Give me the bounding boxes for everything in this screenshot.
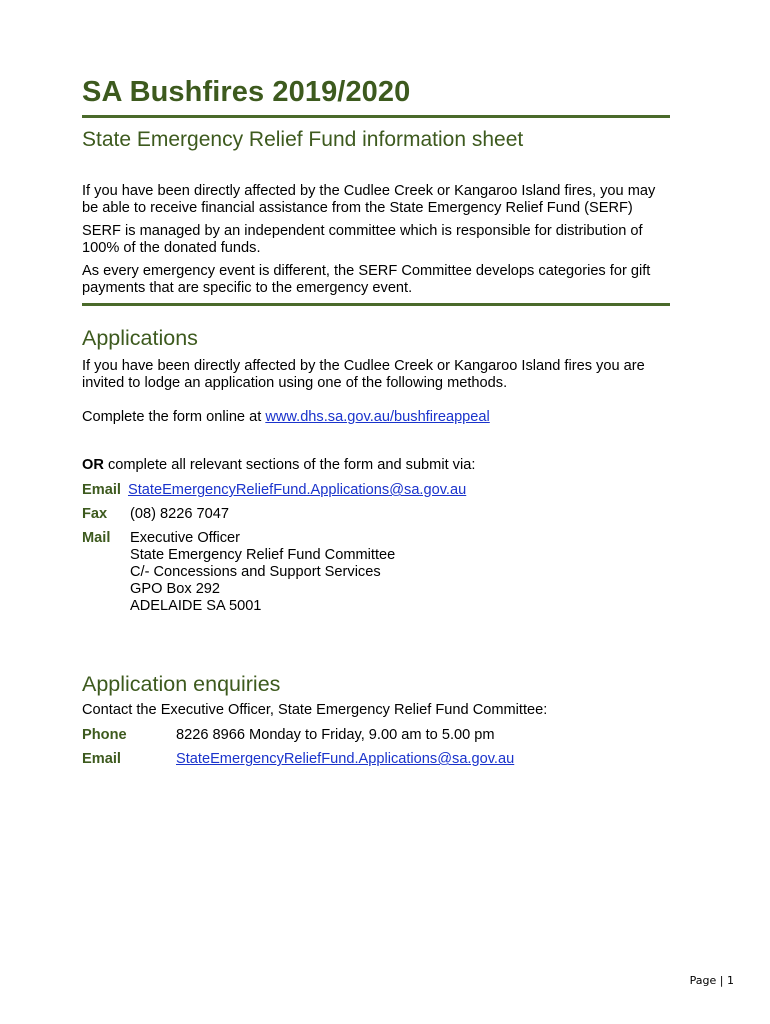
- applications-text: If you have been directly affected by the Cudlee Creek or Kangaroo Island fires you are invited to lodge an application using one of the following methods.: [82, 358, 645, 391]
- phone-value: 8226 8966 Monday to Friday, 9.00 am to 5.00 pm: [176, 727, 495, 743]
- mail-address: [130, 530, 395, 615]
- or-rest: complete all relevant sections of the form and submit via:: [103, 457, 476, 473]
- enquiries-phone-row: [82, 727, 670, 744]
- intro-paragraph: If you have been directly affected by the Cudlee Creek or Kangaroo Island fires, you may be able to receive financial assistance from the State Emergency Relief Fund (SERF): [82, 183, 656, 216]
- section-rule: [82, 303, 670, 306]
- address-line: ADELAIDE SA 5001: [130, 598, 262, 614]
- enquiries-text: Contact the Executive Officer, State Emergency Relief Fund Committee:: [82, 702, 548, 718]
- enquiries-heading: Application enquiries: [82, 672, 281, 696]
- mail-label: Mail: [82, 530, 111, 546]
- document-page: [82, 74, 670, 768]
- address-line: GPO Box 292: [130, 581, 221, 597]
- page-number: Page | 1: [689, 974, 734, 987]
- online-form-link[interactable]: www.dhs.sa.gov.au/bushfireappeal: [265, 409, 490, 425]
- address-line: C/- Concessions and Support Services: [130, 564, 381, 580]
- online-prefix: Complete the form online at: [82, 409, 266, 425]
- application-mail-row: [82, 530, 670, 615]
- intro-section: [82, 183, 670, 297]
- or-line: [82, 457, 670, 474]
- intro-paragraph: SERF is managed by an independent committee which is responsible for distribution of 100% of the donated funds.: [82, 223, 643, 256]
- enquiries-email-row: [82, 751, 670, 768]
- application-email-link[interactable]: StateEmergencyReliefFund.Applications@sa.gov.au: [128, 482, 467, 498]
- applications-heading: Applications: [82, 326, 198, 350]
- or-bold: OR: [82, 457, 104, 473]
- enquiries-email-link[interactable]: StateEmergencyReliefFund.Applications@sa.gov.au: [176, 751, 515, 767]
- page-subtitle: State Emergency Relief Fund information sheet: [82, 128, 524, 151]
- email-label: Email: [82, 751, 121, 767]
- intro-paragraph: As every emergency event is different, the SERF Committee develops categories for gift payments that are specific to the emergency event.: [82, 263, 651, 296]
- fax-label: Fax: [82, 506, 108, 522]
- address-line: Executive Officer: [130, 530, 241, 546]
- application-email-row: [82, 482, 670, 499]
- online-form-line: [82, 409, 670, 426]
- email-label: Email: [82, 482, 121, 498]
- address-line: State Emergency Relief Fund Committee: [130, 547, 396, 563]
- phone-label: Phone: [82, 727, 127, 743]
- fax-value: (08) 8226 7047: [130, 506, 229, 522]
- application-fax-row: [82, 506, 670, 523]
- page-title: SA Bushfires 2019/2020: [82, 76, 411, 108]
- title-rule: [82, 115, 670, 118]
